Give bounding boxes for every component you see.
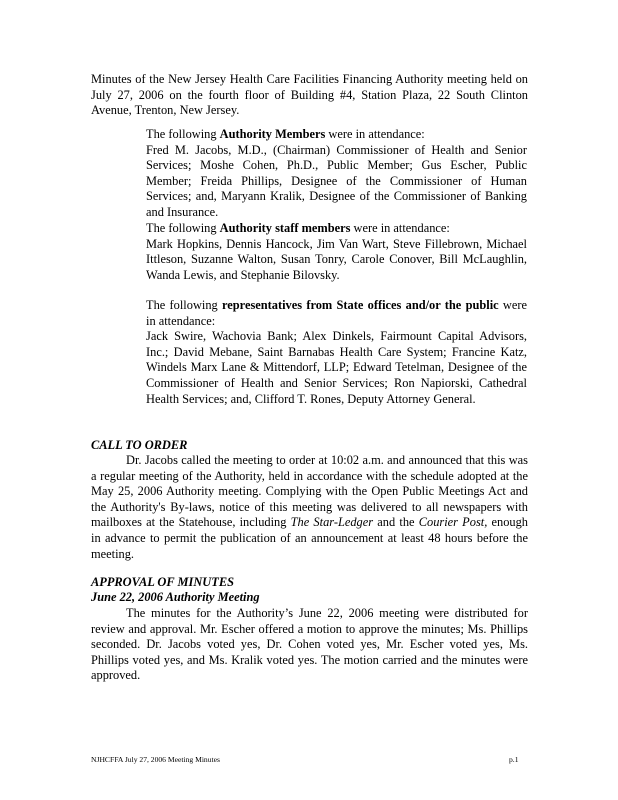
call-to-order-heading: CALL TO ORDER bbox=[91, 438, 188, 452]
intro-paragraph: Minutes of the New Jersey Health Care Facilities Financing Authority meeting held on July 27, 2006 on the fourth floor of Building #4, Station Plaza, 22 South Clinton Avenue, Trenton, New Jersey. bbox=[91, 72, 528, 118]
staff-list: Mark Hopkins, Dennis Hancock, Jim Van Wart, Steve Fillebrown, Michael Ittleson, Suzanne Walton, Susan Tonry, Carole Conover, Bill McLaughlin, Wanda Lewis, and Stephanie Bilovsky. bbox=[146, 236, 527, 282]
members-lead: The following Authority Members were in attendance: bbox=[146, 127, 425, 141]
members-list: Fred M. Jacobs, M.D., (Chairman) Commissioner of Health and Senior Services; Moshe Cohen, Ph.D., Public Member; Gus Escher, Public Member; Freida Phillips, Designee of the Commissioner of Human Services; and, Maryann Kralik, Designee of the Commissioner of Banking and Insurance. bbox=[146, 142, 527, 219]
call-to-order-paragraph: Dr. Jacobs called the meeting to order at 10:02 a.m. and announced that this was a regular meeting of the Authority, held in accordance with the schedule adopted at the May 25, 2006 Authority meeting. Complying with the Open Public Meetings Act and the Authority's By-laws, notice of this meeting was delivered to all newspapers with mailboxes at the Statehouse, including The Star-Ledger and the Courier Post, enough in advance to permit the publication of an announcement at least 48 hours before the meeting. bbox=[91, 453, 528, 561]
approval-paragraph: The minutes for the Authority’s June 22, 2006 meeting were distributed for review and approval. Mr. Escher offered a motion to approve the minutes; Ms. Phillips seconded. Dr. Jacobs voted yes, Dr. Cohen voted yes, Mr. Escher voted yes, Ms. Phillips voted yes, and Ms. Kralik voted yes. The motion carried and the minutes were approved. bbox=[91, 606, 528, 683]
staff-section bbox=[146, 221, 527, 283]
representatives-list: Jack Swire, Wachovia Bank; Alex Dinkels, Fairmount Capital Advisors, Inc.; David Mebane, Saint Barnabas Health Care System; Francine Katz, Windels Marx Lane & Mittendorf, LLP; Edward Tetelman, Designee of the Commissioner of Health and Senior Services; Ron Napiorski, Cathedral Health Services; and, Clifford T. Rones, Deputy Attorney General. bbox=[146, 329, 527, 406]
representatives-lead: The following representatives from State offices and/or the public were in attendance: bbox=[146, 298, 527, 328]
staff-lead: The following Authority staff members were in attendance: bbox=[146, 221, 450, 235]
approval-heading: APPROVAL OF MINUTES bbox=[91, 575, 234, 589]
members-section bbox=[146, 127, 527, 221]
page-number: p.1 bbox=[509, 755, 519, 764]
footer-title: NJHCFFA July 27, 2006 Meeting Minutes bbox=[91, 755, 220, 764]
representatives-section bbox=[146, 298, 527, 407]
approval-subheading: June 22, 2006 Authority Meeting bbox=[91, 590, 260, 604]
